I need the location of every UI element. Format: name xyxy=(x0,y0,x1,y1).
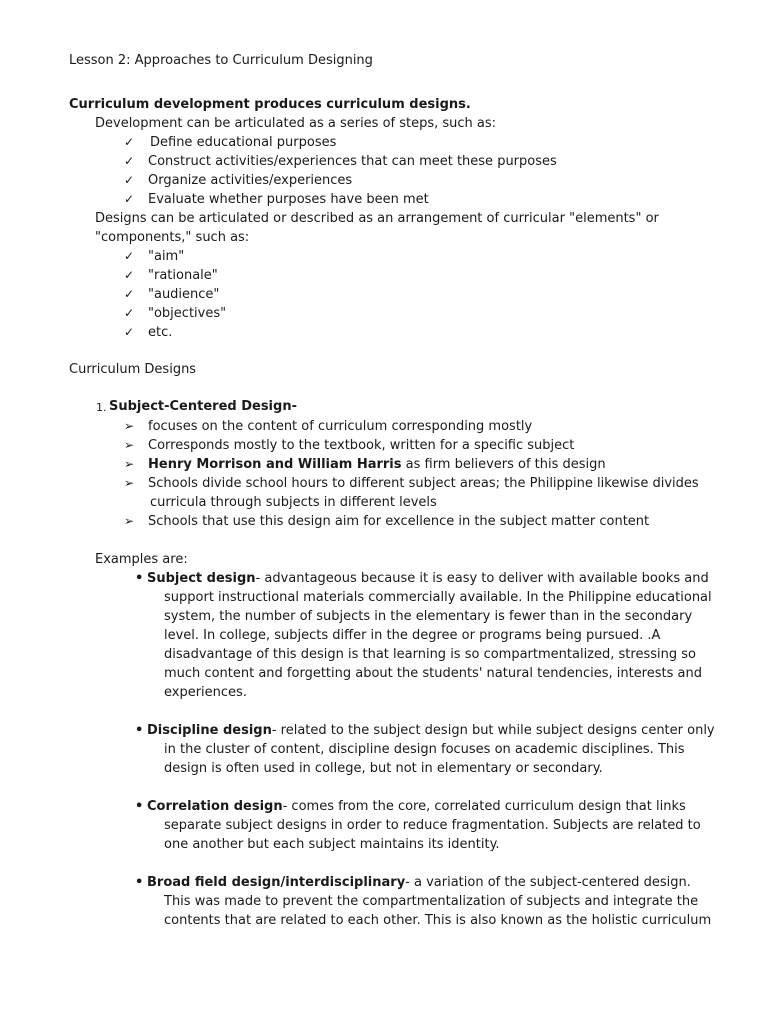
check-icon: ✓ xyxy=(124,325,135,339)
example-discipline-design xyxy=(147,721,715,740)
check-icon: ✓ xyxy=(124,306,135,320)
point-item xyxy=(148,455,606,474)
example-term: Discipline design xyxy=(147,723,272,738)
intro-heading: Curriculum development produces curriculum designs. xyxy=(69,97,471,112)
example-desc-line: support instructional materials commercially available. In the Philippine educational xyxy=(164,590,712,605)
example-desc-line: separate subject designs in order to reduce fragmentation. Subjects are related to xyxy=(164,818,701,833)
element-item: etc. xyxy=(148,325,173,340)
example-desc-line: contents that are related to each other. This is also known as the holistic curriculum xyxy=(164,913,712,928)
bullet-dot-icon: • xyxy=(135,875,144,890)
bullet-dot-icon: • xyxy=(135,799,144,814)
point-item: Corresponds mostly to the textbook, written for a specific subject xyxy=(148,438,575,453)
example-desc: - advantageous because it is easy to deliver with available books and xyxy=(255,571,709,586)
arrow-bullet-icon: ➢ xyxy=(124,514,135,528)
example-desc-line: This was made to prevent the compartmentalization of subjects and integrate the xyxy=(164,894,699,909)
example-desc-line: level. In college, subjects differ in the degree or programs being pursued. .A xyxy=(164,628,661,643)
step-item: Evaluate whether purposes have been met xyxy=(148,192,429,207)
check-icon: ✓ xyxy=(124,192,135,206)
example-correlation-design xyxy=(147,797,686,816)
designs-lead: Designs can be articulated or described as an arrangement of curricular "elements" or xyxy=(95,211,659,226)
item-title: Subject-Centered Design- xyxy=(109,399,297,414)
point-item: focuses on the content of curriculum corresponding mostly xyxy=(148,419,533,434)
element-item: "objectives" xyxy=(148,306,227,321)
designs-lead-cont: "components," such as: xyxy=(95,230,250,245)
example-desc: - a variation of the subject-centered design. xyxy=(405,875,691,890)
point-rest: as firm believers of this design xyxy=(401,457,606,472)
bullet-dot-icon: • xyxy=(135,571,144,586)
element-item: "aim" xyxy=(148,249,185,264)
example-desc: - related to the subject design but while subject designs center only xyxy=(271,723,715,738)
example-desc-line: one another but each subject maintains its identity. xyxy=(164,837,500,852)
bullet-dot-icon: • xyxy=(135,723,144,738)
example-desc-line: design is often used in college, but not in elementary or secondary. xyxy=(164,761,603,776)
development-lead: Development can be articulated as a series of steps, such as: xyxy=(95,116,497,131)
check-icon: ✓ xyxy=(124,249,135,263)
example-term: Correlation design xyxy=(147,799,283,814)
step-item: Construct activities/experiences that can meet these purposes xyxy=(148,154,557,169)
page-title: Lesson 2: Approaches to Curriculum Designing xyxy=(69,53,373,68)
arrow-bullet-icon: ➢ xyxy=(124,419,135,433)
step-item: Organize activities/experiences xyxy=(148,173,353,188)
example-broad-field-design xyxy=(147,873,691,892)
example-term: Subject design xyxy=(147,571,256,586)
example-term: Broad field design/interdisciplinary xyxy=(147,875,406,890)
section-heading: Curriculum Designs xyxy=(69,362,197,377)
example-desc-line: experiences. xyxy=(164,685,247,700)
check-icon: ✓ xyxy=(124,287,135,301)
example-desc-line: system, the number of subjects in the elementary is fewer than in the secondary xyxy=(164,609,693,624)
check-icon: ✓ xyxy=(124,135,135,149)
check-icon: ✓ xyxy=(124,154,135,168)
arrow-bullet-icon: ➢ xyxy=(124,476,135,490)
example-subject-design xyxy=(147,569,709,588)
check-icon: ✓ xyxy=(124,173,135,187)
arrow-bullet-icon: ➢ xyxy=(124,438,135,452)
item-number: 1. xyxy=(96,401,107,414)
example-desc-line: in the cluster of content, discipline design focuses on academic disciplines. This xyxy=(164,742,685,757)
step-item: Define educational purposes xyxy=(150,135,337,150)
check-icon: ✓ xyxy=(124,268,135,282)
point-item: Schools divide school hours to different subject areas; the Philippine likewise divides xyxy=(148,476,699,491)
point-item: Schools that use this design aim for excellence in the subject matter content xyxy=(148,514,650,529)
example-desc-line: much content and forgetting about the students' natural tendencies, interests and xyxy=(164,666,702,681)
arrow-bullet-icon: ➢ xyxy=(124,457,135,471)
point-item-cont: curricula through subjects in different levels xyxy=(150,495,437,510)
example-desc-line: disadvantage of this design is that learning is so compartmentalized, stressing so xyxy=(164,647,696,662)
element-item: "rationale" xyxy=(148,268,218,283)
example-desc: - comes from the core, correlated curriculum design that links xyxy=(282,799,686,814)
element-item: "audience" xyxy=(148,287,220,302)
believers-names: Henry Morrison and William Harris xyxy=(148,457,402,472)
examples-label: Examples are: xyxy=(95,552,188,567)
